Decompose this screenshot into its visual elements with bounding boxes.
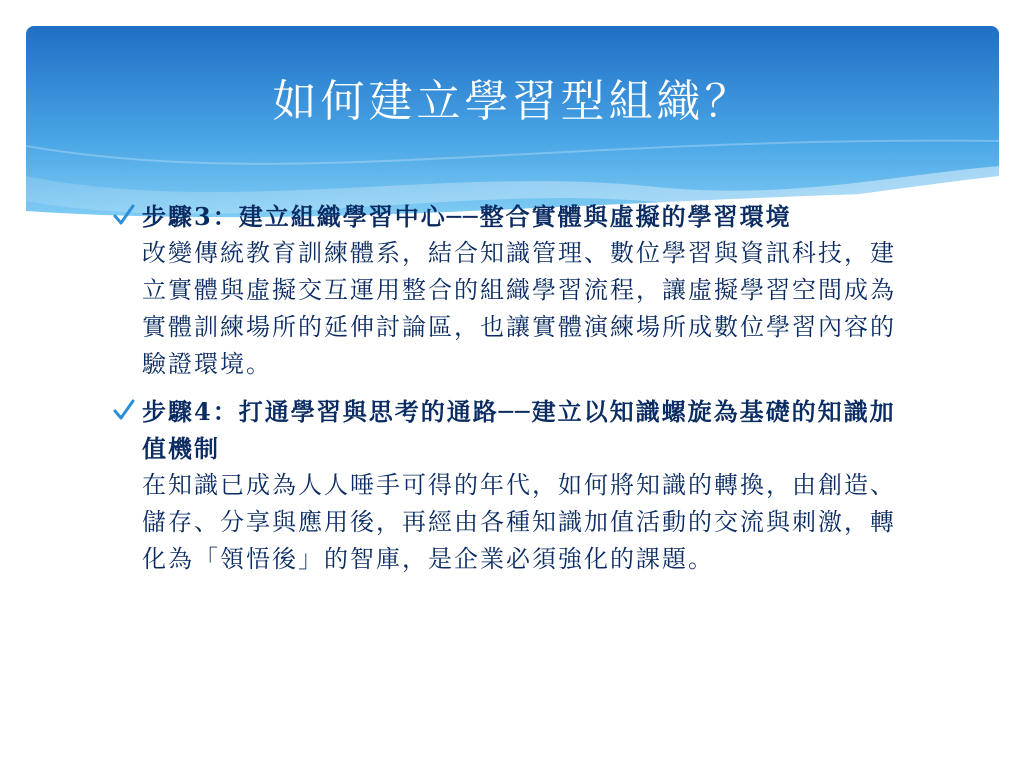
slide-title: 如何建立學習型組織？ <box>272 76 753 127</box>
checkmark-icon <box>112 202 136 228</box>
bullet-heading: 步驟4：打通學習與思考的通路──建立以知識螺旋為基礎的知識加值機制 <box>142 397 896 463</box>
bullet-body: 改變傳統教育訓練體系，結合知識管理、數位學習與資訊科技，建立實體與虛擬交互運用整合的組織學習流程，讓虛擬學習空間成為實體訓練場所的延伸討論區，也讓實體演練場所成數位學習內容的驗證環境。 <box>142 239 896 378</box>
bullet-step-3 <box>112 198 902 383</box>
bullet-body: 在知識已成為人人唾手可得的年代，如何將知識的轉換，由創造、儲存、分享與應用後，再經由各種知識加值活動的交流與刺激，轉化為「領悟後」的智庫，是企業必須強化的課題。 <box>142 471 896 573</box>
bullet-heading: 步驟3：建立組織學習中心──整合實體與虛擬的學習環境 <box>142 202 792 231</box>
checkmark-icon <box>112 397 136 423</box>
bullet-step-4 <box>112 393 902 578</box>
content-area <box>112 198 902 588</box>
